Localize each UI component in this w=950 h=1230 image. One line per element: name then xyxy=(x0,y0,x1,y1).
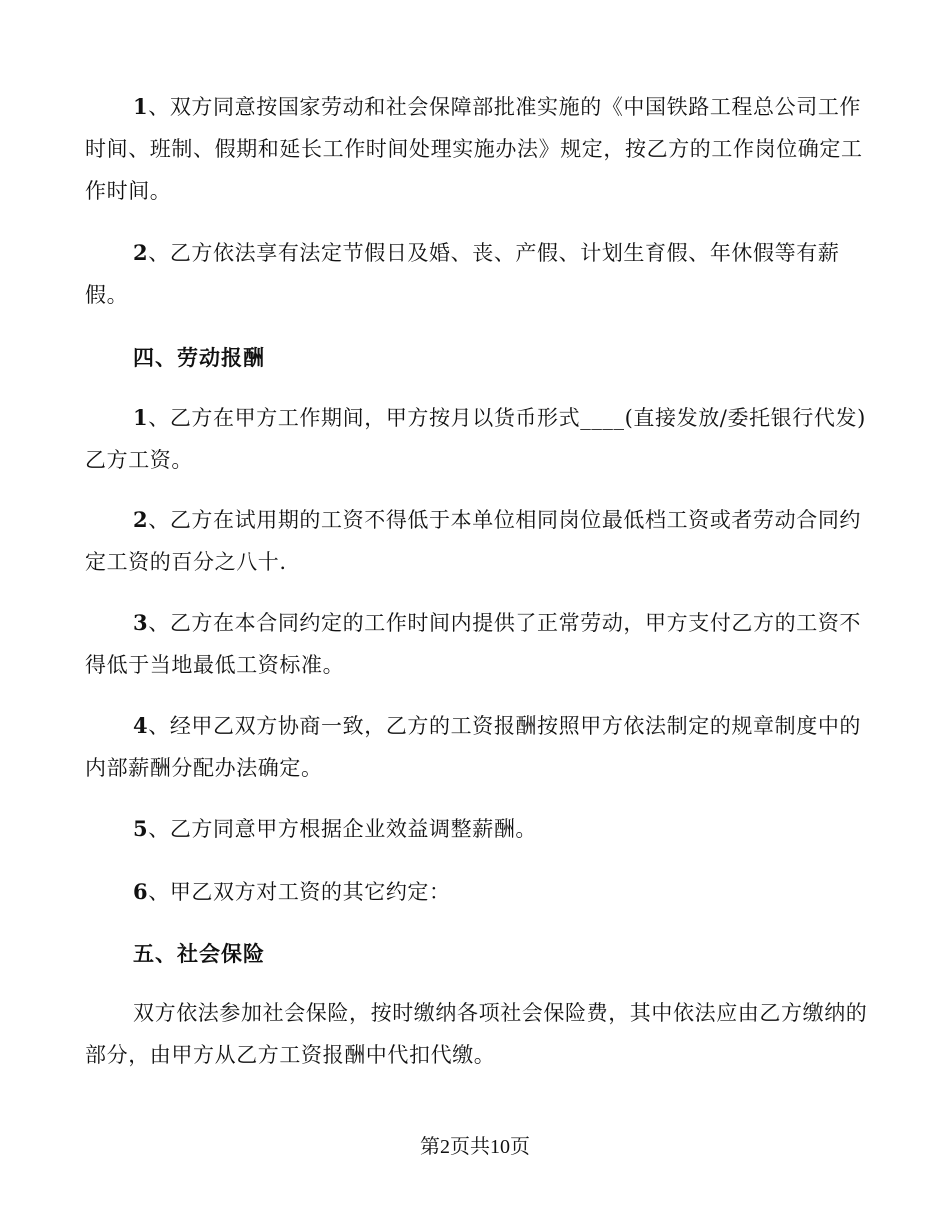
paragraph-text: 、乙方同意甲方根据企业效益调整薪酬。 xyxy=(148,817,538,841)
section-heading-remuneration: 四、劳动报酬 xyxy=(133,345,265,370)
paragraph-remuneration-5 xyxy=(85,808,875,850)
paragraph-text: 、乙方在试用期的工资不得低于本单位相同岗位最低档工资或者劳动合同约定工资的百分之八十. xyxy=(85,508,862,574)
page-number-footer: 第2页共10页 xyxy=(420,1136,530,1158)
section-heading-social-insurance: 五、社会保险 xyxy=(133,941,265,966)
paragraph-text: 、乙方在甲方工作期间，甲方按月以货币形式____(直接发放/委托银行代发)乙方工资。 xyxy=(85,406,866,472)
paragraph-text: 、经甲乙双方协商一致，乙方的工资报酬按照甲方依法制定的规章制度中的内部薪酬分配办法确定。 xyxy=(85,714,862,780)
paragraph-text: 、双方同意按国家劳动和社会保障部批准实施的《中国铁路工程总公司工作时间、班制、假期和延长工作时间处理实施办法》规定，按乙方的工作岗位确定工作时间。 xyxy=(85,95,863,203)
paragraph-remuneration-4 xyxy=(85,705,875,789)
paragraph-text: 、乙方在本合同约定的工作时间内提供了正常劳动，甲方支付乙方的工资不得低于当地最低工资标准。 xyxy=(85,611,862,677)
paragraph-remuneration-3 xyxy=(85,602,875,686)
item-number: 1 xyxy=(133,405,149,430)
paragraph-text: 、乙方依法享有法定节假日及婚、丧、产假、计划生育假、年休假等有薪假。 xyxy=(85,241,840,307)
item-number: 4 xyxy=(133,713,149,738)
item-number: 3 xyxy=(133,610,149,635)
item-number: 5 xyxy=(133,816,149,841)
paragraph-work-hours-1 xyxy=(85,86,875,212)
paragraph-remuneration-1 xyxy=(85,397,875,481)
paragraph-remuneration-6 xyxy=(85,871,875,913)
paragraph-remuneration-2 xyxy=(85,499,875,583)
paragraph-social-insurance: 双方依法参加社会保险，按时缴纳各项社会保险费，其中依法应由乙方缴纳的部分，由甲方从乙方工资报酬中代扣代缴。 xyxy=(85,1001,868,1067)
item-number: 6 xyxy=(133,879,149,904)
item-number: 1 xyxy=(133,94,149,119)
paragraph-text: 、甲乙双方对工资的其它约定： xyxy=(148,880,451,904)
item-number: 2 xyxy=(133,507,149,532)
paragraph-work-hours-2 xyxy=(85,232,875,316)
item-number: 2 xyxy=(133,240,149,265)
